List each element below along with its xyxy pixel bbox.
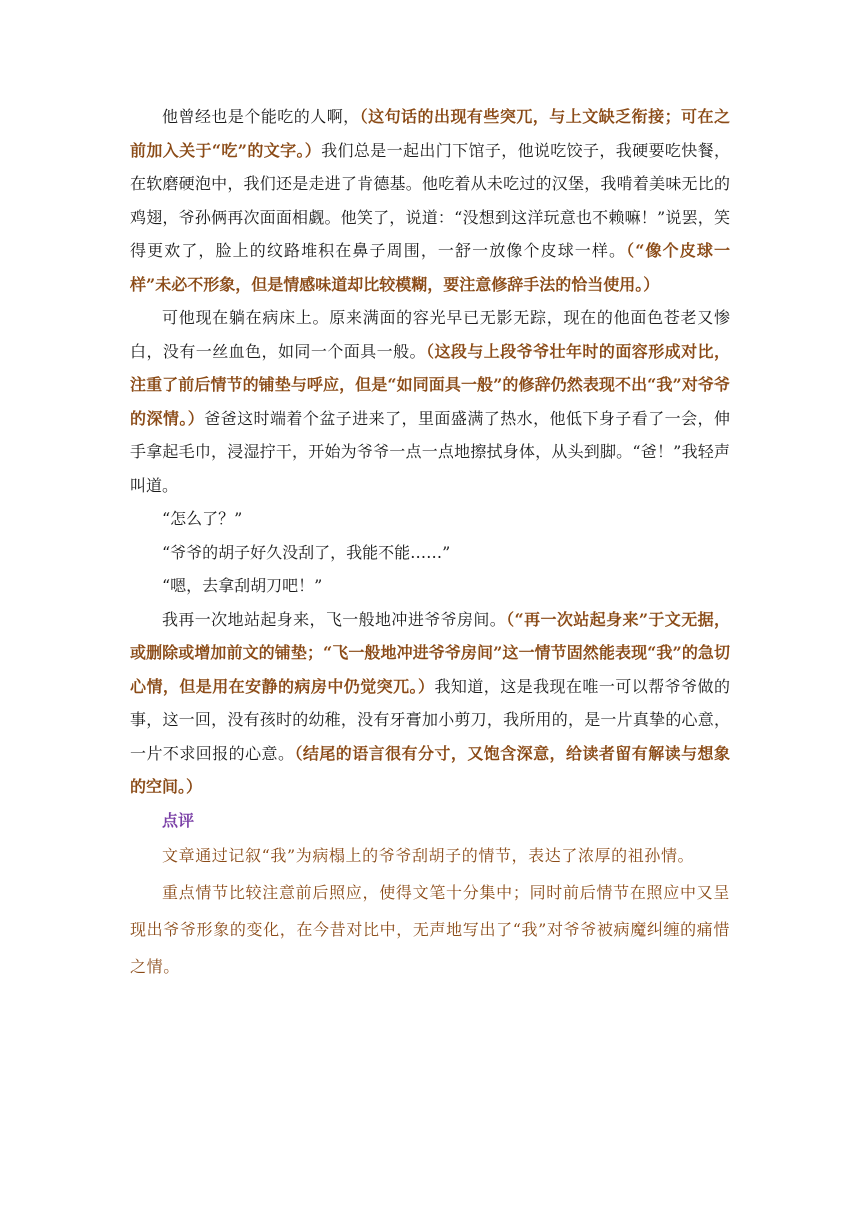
annotation: （“再一次站起身来”于文无据，或删除或增加前文的铺垫；“飞一般地冲进爷爷房间”这一情节固然能表现“我”的急切心情，但是用在安静的病房中仍觉突兀。） [130, 609, 730, 696]
annotation: （“像个皮球一样”未必不形象，但是情感味道却比较模糊，要注意修辞手法的恰当使用。） [130, 241, 730, 294]
comment-paragraph-1: 文章通过记叙“我”为病榻上的爷爷刮胡子的情节，表达了浓厚的祖孙情。 [162, 846, 695, 865]
paragraph-1 [130, 100, 730, 301]
body-text: 他曾经也是个能吃的人啊， [162, 107, 360, 126]
paragraph-2 [130, 301, 730, 502]
dialogue-line-1: “怎么了？” [162, 509, 243, 528]
comment-paragraph-2: 重点情节比较注意前后照应，使得文笔十分集中；同时前后情节在照应中又呈现出爷爷形象的变化，在今昔对比中，无声地写出了“我”对爷爷被病魔纠缠的痛惜之情。 [130, 883, 730, 976]
document-page [130, 100, 730, 985]
body-text: 我知道，这是我现在唯一可以帮爷爷做的事，这一回，没有孩时的幼稚，没有牙膏加小剪刀，我所用的，是一片真挚的心意，一片不求回报的心意。 [130, 676, 730, 763]
body-text: 我们总是一起出门下馆子，他说吃饺子，我硬要吃快餐，在软磨硬泡中，我们还是走进了肯德基。他吃着从未吃过的汉堡，我啃着美味无比的鸡翅，爷孙俩再次面面相觑。他笑了，说道：“没想到这洋玩意也不赖嘛！”说罢，笑得更欢了，脸上的纹路堆积在鼻子周围，一舒一放像个皮球一样。 [130, 140, 730, 260]
dialogue-line-3: “嗯，去拿刮胡刀吧！” [162, 576, 323, 595]
annotation: （这段与上段爷爷壮年时的面容形成对比，注重了前后情节的铺垫与呼应，但是“如同面具一般”的修辞仍然表现不出“我”对爷爷的深情。） [130, 341, 730, 428]
body-text: 我再一次地站起身来，飞一般地冲进爷爷房间。 [162, 609, 507, 629]
paragraph-last [130, 603, 730, 804]
annotation: （结尾的语言很有分寸，又饱含深意，给读者留有解读与想象的空间。） [130, 743, 730, 796]
body-text: 爸爸这时端着个盆子进来了，里面盛满了热水，他低下身子看了一会，伸手拿起毛巾，浸湿拧干，开始为爷爷一点一点地擦拭身体，从头到脚。“爸！”我轻声叫道。 [130, 408, 730, 495]
comment-heading: 点评 [162, 810, 195, 830]
annotation: （这句话的出现有些突兀，与上文缺乏衔接；可在之前加入关于“吃”的文字。） [130, 107, 730, 160]
dialogue-line-2: “爷爷的胡子好久没刮了，我能不能……” [162, 542, 451, 562]
body-text: 可他现在躺在病床上。原来满面的容光早已无影无踪，现在的他面色苍老又惨白，没有一丝血色，如同一个面具一般。 [130, 308, 730, 361]
